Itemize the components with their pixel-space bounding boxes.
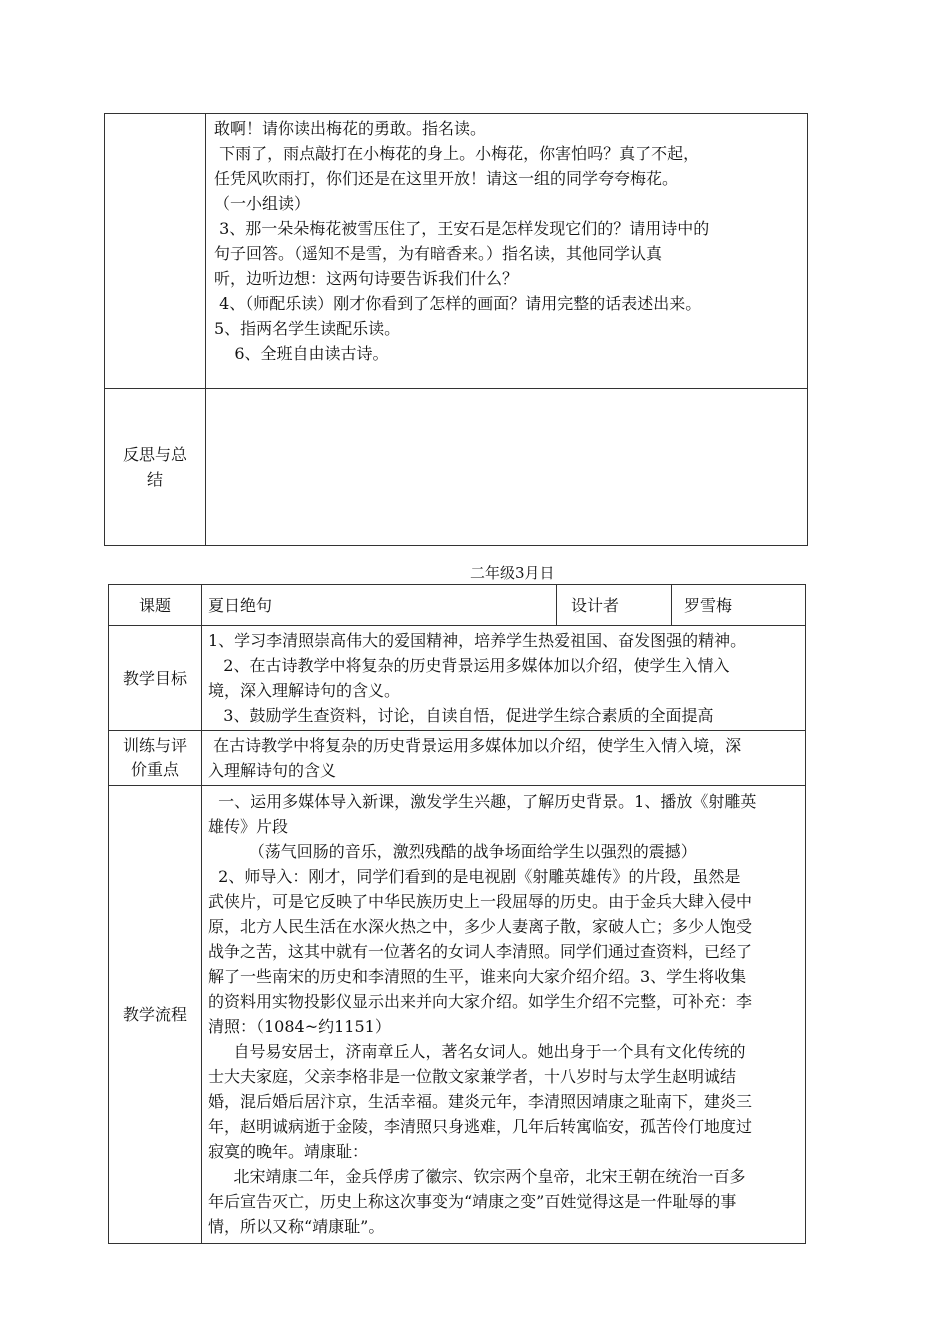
text-line: 6、全班自由读古诗。 [214, 344, 389, 363]
text-line: 听，边听边想：这两句诗要告诉我们什么？ [214, 269, 519, 288]
goals-cell [202, 626, 806, 731]
text-line: 1、学习李清照崇高伟大的爱国精神，培养学生热爱祖国、奋发图强的精神。 [208, 631, 747, 650]
lesson-table-continued [104, 113, 808, 546]
reading-steps-cell [206, 114, 808, 389]
reflection-cell [206, 389, 808, 546]
text-line: 清照：（1084~约1151） [208, 1017, 391, 1036]
text-line: 解了一些南宋的历史和李清照的生平，谁来向大家介绍介绍。3、学生将收集 [208, 967, 747, 986]
text-line: 2、师导入：刚才，同学们看到的是电视剧《射雕英雄传》的片段，虽然是 [208, 867, 741, 886]
text-line: 敢啊！请你读出梅花的勇敢。指名读。 [214, 119, 487, 138]
text-line: 句子回答。（遥知不是雪，为有暗香来。）指名读，其他同学认真 [214, 244, 663, 263]
process-cell [202, 786, 806, 1244]
text-line: 4、（师配乐读）刚才你看到了怎样的画面？请用完整的话表述出来。 [214, 294, 702, 313]
text-line: 一、运用多媒体导入新课，激发学生兴趣，了解历史背景。1、播放《射雕英 [208, 792, 757, 811]
text-line: 在古诗教学中将复杂的历史背景运用多媒体加以介绍，使学生入情入境，深 [208, 736, 742, 755]
text-line: 2、在古诗教学中将复杂的历史背景运用多媒体加以介绍，使学生入情入 [208, 656, 730, 675]
text-line: （荡气回肠的音乐，激烈残酷的战争场面给学生以强烈的震撼） [208, 842, 697, 861]
text-line: 3、那一朵朵梅花被雪压住了，王安石是怎样发现它们的？请用诗中的 [214, 219, 710, 238]
text-line: （一小组读） [214, 194, 311, 213]
reflection-label-text: 反思与总结 [122, 445, 187, 489]
text-line: 入理解诗句的含义 [208, 761, 337, 780]
text-line: 原，北方人民生活在水深火热之中，多少人妻离子散，家破人亡；多少人饱受 [208, 917, 753, 936]
text-line: 3、鼓励学生查资料，讨论，自读自悟，促进学生综合素质的全面提高 [208, 706, 714, 725]
text-line: 战争之苦，这其中就有一位著名的女词人李清照。同学们通过查资料，已经了 [208, 942, 753, 961]
text-line: 5、指两名学生读配乐读。 [214, 319, 401, 338]
reflection-label [105, 389, 206, 546]
designer-value: 罗雪梅 [672, 585, 806, 626]
text-line: 雄传》片段 [208, 817, 289, 836]
focus-cell [202, 731, 806, 786]
text-line: 婚，混后婚后居汴京，生活幸福。建炎元年，李清照因靖康之耻南下，建炎三 [208, 1092, 753, 1111]
topic-label: 课题 [109, 585, 202, 626]
text-line: 年，赵明诚病逝于金陵，李清照只身逃难，几年后转寓临安，孤苦伶仃地度过 [208, 1117, 753, 1136]
focus-label [109, 731, 202, 786]
focus-label-text: 训练与评价重点 [122, 736, 187, 779]
lesson-plan-table [108, 584, 806, 1244]
text-line: 北宋靖康二年，金兵俘虏了徽宗、钦宗两个皇帝，北宋王朝在统治一百多 [208, 1167, 746, 1186]
text-line: 情，所以又称“靖康耻”。 [208, 1217, 385, 1236]
text-line: 士大夫家庭，父亲李格非是一位散文家兼学者，十八岁时与太学生赵明诚结 [208, 1067, 737, 1086]
text-line: 下雨了，雨点敲打在小梅花的身上。小梅花，你害怕吗？真了不起， [214, 144, 700, 163]
text-line: 年后宣告灭亡，历史上称这次事变为“靖康之变”百姓觉得这是一件耻辱的事 [208, 1192, 737, 1211]
topic-value: 夏日绝句 [202, 585, 557, 626]
text-line: 的资料用实物投影仪显示出来并向大家介绍。如学生介绍不完整，可补充：李 [208, 992, 753, 1011]
empty-label-cell [105, 114, 206, 389]
process-label: 教学流程 [109, 786, 202, 1244]
goals-label: 教学目标 [109, 626, 202, 731]
text-line: 武侠片，可是它反映了中华民族历史上一段屈辱的历史。由于金兵大肆入侵中 [208, 892, 753, 911]
text-line: 寂寞的晚年。靖康耻： [208, 1142, 369, 1161]
date-line: 二年级3月日 [470, 564, 555, 582]
text-line: 自号易安居士，济南章丘人，著名女词人。她出身于一个具有文化传统的 [208, 1042, 746, 1061]
text-line: 任凭风吹雨打，你们还是在这里开放！请这一组的同学夸夸梅花。 [214, 169, 679, 188]
text-line: 境，深入理解诗句的含义。 [208, 681, 401, 700]
designer-label: 设计者 [557, 585, 672, 626]
